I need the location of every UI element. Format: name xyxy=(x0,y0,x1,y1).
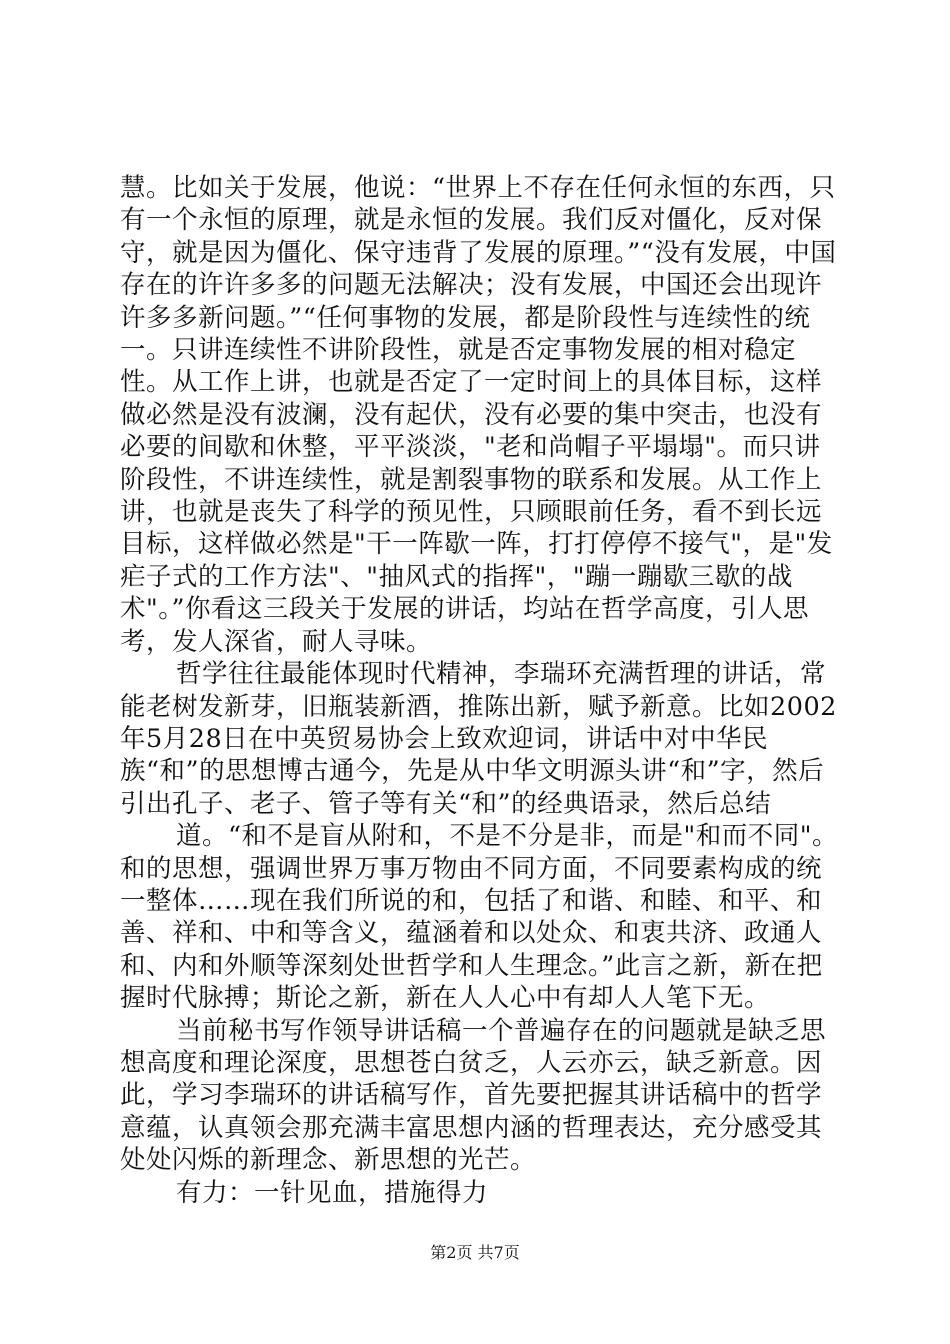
paragraph-3: 道。“和不是盲从附和，不是不分是非，而是"和而不同"。和的思想，强调世界万事万物由不同方面，不同要素构成的统一整体……现在我们所说的和，包括了和谐、和睦、和平、和善、祥和、中和等含义，蕴涵着和以处众、和衷共济、政通人和、内和外顺等深刻处世哲学和人生理念。”此言之新，新在把握时代脉搏；斯论之新，新在人人心中有却人人笔下无。 xyxy=(120,821,838,1014)
section-heading: 有力：一针见血，措施得力 xyxy=(176,1177,489,1208)
page-number-footer: 第2页 共7页 xyxy=(430,1243,520,1262)
document-body xyxy=(120,172,838,1209)
paragraph-2: 哲学往往最能体现时代精神，李瑞环充满哲理的讲话，常能老树发新芽，旧瓶装新酒，推陈出新，赋予新意。比如2002年5月28日在中英贸易协会上致欢迎词，讲话中对中华民族“和”的思想博古通今，先是从中华文明源头讲“和”字，然后引出孔子、老子、管子等有关“和”的经典语录，然后总结 xyxy=(120,659,837,819)
paragraph-1: 慧。比如关于发展，他说：“世界上不存在任何永恒的东西，只有一个永恒的原理，就是永恒的发展。我们反对僵化，反对保守，就是因为僵化、保守违背了发展的原理。”“没有发展，中国存在的许许多多的问题无法解决；没有发展，中国还会出现许许多多新问题。”“任何事物的发展，都是阶段性与连续性的统一。只讲连续性不讲阶段性，就是否定事物发展的相对稳定性。从工作上讲，也就是否定了一定时间上的具体目标，这样做必然是没有波澜，没有起伏，没有必要的集中突击，也没有必要的间歇和休整，平平淡淡，"老和尚帽子平塌塌"。而只讲阶段性，不讲连续性，就是割裂事物的联系和发展。从工作上讲，也就是丧失了科学的预见性，只顾眼前任务，看不到长远目标，这样做必然是"干一阵歇一阵，打打停停不接气"，是"发疟子式的工作方法"、"抽风式的指挥"，"蹦一蹦歇三歇的战术"。”你看这三段关于发展的讲话，均站在哲学高度，引人思考，发人深省，耐人寻味。 xyxy=(120,173,837,657)
paragraph-4: 当前秘书写作领导讲话稿一个普遍存在的问题就是缺乏思想高度和理论深度，思想苍白贫乏，人云亦云，缺乏新意。因此，学习李瑞环的讲话稿写作，首先要把握其讲话稿中的哲学意蕴，认真领会那充满丰富思想内涵的哲理表达，充分感受其处处闪烁的新理念、新思想的光芒。 xyxy=(120,1015,827,1176)
